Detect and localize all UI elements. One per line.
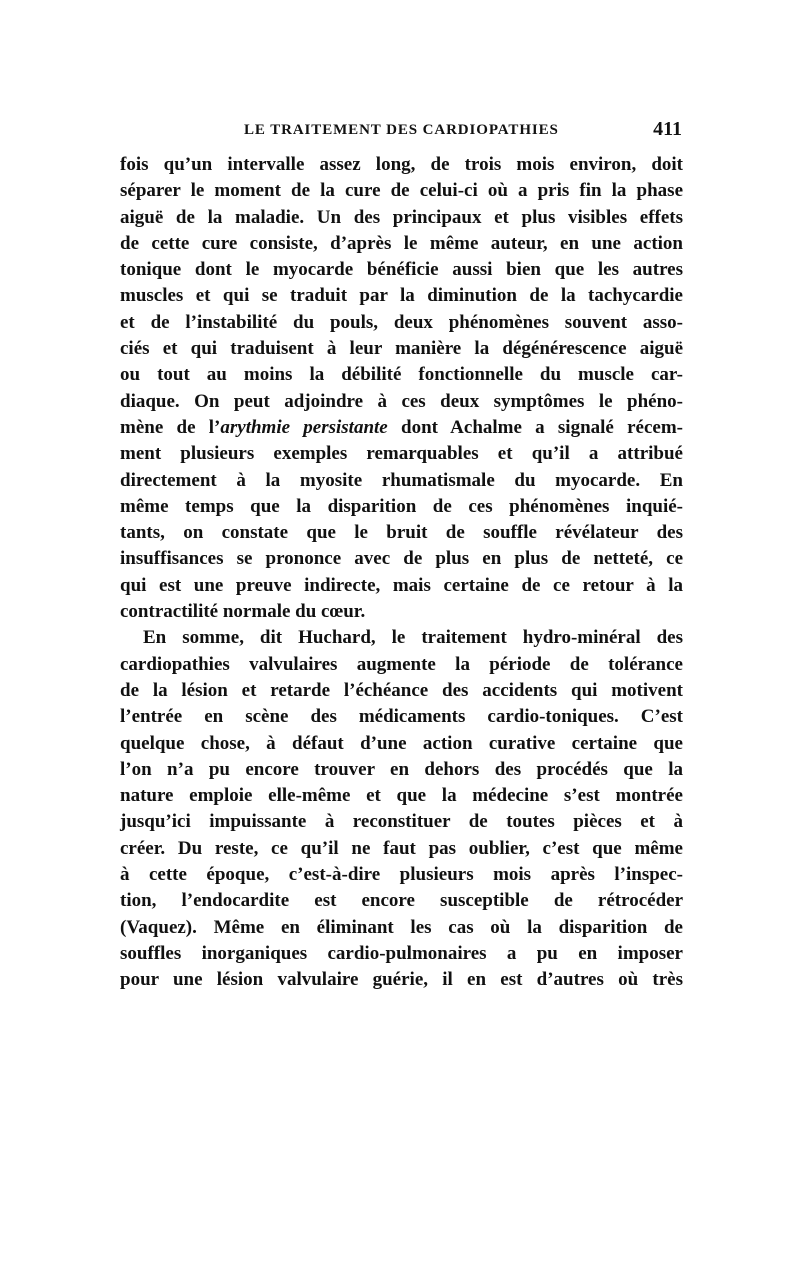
running-title: LE TRAITEMENT DES CARDIOPATHIES	[244, 122, 559, 138]
page-number: 411	[653, 118, 682, 140]
body-text	[120, 152, 683, 994]
text-line: quelque chose, à défaut d’une action curative certaine que	[120, 732, 683, 754]
text-segment: dont Achalme a signalé récem-	[387, 416, 684, 438]
text-line: l’entrée en scène des médicaments cardio-toniques. C’est	[120, 706, 683, 728]
text-line: à cette époque, c’est-à-dire plusieurs mois après l’inspec-	[120, 864, 683, 886]
text-line: ou tout au moins la débilité fonctionnelle du muscle car-	[120, 364, 683, 386]
text-line: l’on n’a pu encore trouver en dehors des procédés que la	[120, 758, 683, 780]
text-line: tion, l’endocardite est encore susceptible de rétrocéder	[120, 890, 683, 912]
text-line: créer. Du reste, ce qu’il ne faut pas oublier, c’est que même	[120, 837, 683, 859]
text-line: séparer le moment de la cure de celui-ci où a pris fin la phase	[120, 180, 683, 202]
text-line: (Vaquez). Même en éliminant les cas où la disparition de	[120, 916, 683, 938]
text-line: jusqu’ici impuissante à reconstituer de toutes pièces et à	[120, 811, 683, 833]
text-line: cardiopathies valvulaires augmente la période de tolérance	[120, 653, 683, 675]
italic-term: arythmie persistante	[220, 416, 388, 438]
text-line: souffles inorganiques cardio-pulmonaires a pu en imposer	[120, 942, 683, 964]
text-line: tonique dont le myocarde bénéficie aussi bien que les autres	[120, 259, 683, 281]
text-line: insuffisances se prononce avec de plus en plus de netteté, ce	[120, 548, 683, 570]
text-line: ciés et qui traduisent à leur manière la dégénérescence aiguë	[120, 338, 683, 360]
text-line: fois qu’un intervalle assez long, de trois mois environ, doit	[120, 154, 683, 175]
text-line: muscles et qui se traduit par la diminution de la tachycardie	[120, 285, 683, 307]
text-line: de cette cure consiste, d’après le même auteur, en une action	[120, 232, 683, 254]
text-line: et de l’instabilité du pouls, deux phénomènes souvent asso-	[120, 311, 683, 333]
text-line: de la lésion et retarde l’échéance des accidents qui motivent	[120, 679, 683, 701]
text-line: pour une lésion valvulaire guérie, il en est d’autres où très	[120, 969, 683, 991]
running-head	[120, 118, 682, 142]
text-segment: mène de l’	[120, 416, 221, 438]
text-line: aiguë de la maladie. Un des principaux et plus visibles effets	[120, 206, 683, 228]
text-line: même temps que la disparition de ces phénomènes inquié-	[120, 495, 683, 517]
text-line: qui est une preuve indirecte, mais certaine de ce retour à la	[120, 574, 683, 596]
text-line: ment plusieurs exemples remarquables et qu’il a attribué	[120, 443, 683, 465]
paragraph-end-line: contractilité normale du cœur.	[120, 601, 366, 623]
paragraph-start-line: En somme, dit Huchard, le traitement hydro-minéral des	[143, 627, 683, 649]
text-line: tants, on constate que le bruit de souffle révélateur des	[120, 522, 683, 544]
text-line: directement à la myosite rhumatismale du myocarde. En	[120, 469, 683, 491]
text-line: diaque. On peut adjoindre à ces deux symptômes le phéno-	[120, 390, 683, 412]
text-line: nature emploie elle-même et que la médecine s’est montrée	[120, 785, 683, 807]
text-line-with-italic	[120, 415, 683, 441]
